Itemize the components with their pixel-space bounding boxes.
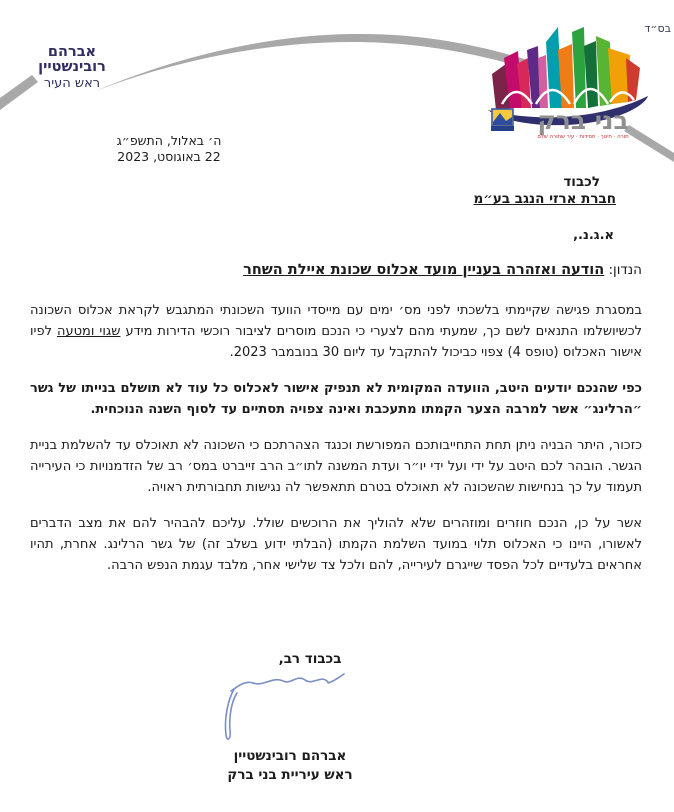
bsd-inscription: בס״ד [644,22,671,35]
hebrew-date: ה׳ באלול, התשפ״ג [116,133,222,148]
signature-scrawl [200,668,350,753]
logo-city-name: בני ברק [537,106,629,135]
paragraph-1-continuation: לפיו אישור האכלוס (טופס 4) צפוי כביכול להתקבל עד ליום 30 בנובמבר 2023. [30,324,642,360]
mayor-role: ראש העיר [43,76,101,91]
valediction: בכבוד רב, [278,651,342,667]
signer-title: ראש עיריית בני ברק [227,767,353,783]
letter-body [30,174,642,591]
paragraph-1 [30,300,642,363]
city-emblem [491,109,514,131]
mayor-first-name: אברהם [47,44,97,60]
paragraph-4: אשר על כן, הנכם חוזרים ומוזהרים שלא להוליך את הרוכשים שולל. עליכם להבהיר להם את מצב הדברים לאשורו, היינו כי האכלוס תלוי במועד השלמת הקמתו (הבלתי ידוע בשלב זה) של גשר הרלינג. אחרת, תהיו אחראים בלעדיים לכל הפסד שייגרם לעירייה, להם ולכל צד שלישי אחר, מלבד עגמת הנפש הרבה. [30,516,642,573]
date-block [104,133,234,165]
subject-label: הנדון: [604,262,642,278]
paragraph-1-text: במסגרת פגישה שקיימתי בלשכתי לפני מס׳ ימים עם מייסדי הוועד השכונתי המתגבש לקראת אכלוס השכונה לכשיושלמו התנאים לשם כך, שמעתי מהם לצערי כי הנכם מוסרים לציבור רוכשי הדירות מידע [30,303,642,339]
recipient-company-name: חברת ארזי הנגב בע״מ [473,191,616,207]
logo-tagline: תורה · חינוך · חסידות · עיר שתורה שלם [537,134,629,140]
salutation: א.ג.נ., [573,228,614,243]
mayor-last-name: רובינשטיין [38,59,106,75]
recipient-to-label: לכבוד [563,174,600,190]
paragraph-2: כפי שהנכם יודעים היטב, הוועדה המקומית לא תנפיק אישור לאכלוס כל עוד לא תושלם בנייתו של גשר ״הרלינג״ אשר למרבה הצער הקמתו מתעכבת ואינה צפויה תסתיים עד לסוף השנה הנוכחית. [30,381,642,417]
subject-title: הודעה ואזהרה בעניין מועד אכלוס שכונת איילת השחר [243,262,605,278]
recipient-block [30,174,616,208]
subject-line [30,260,642,281]
bnei-brak-city-logo [486,24,652,142]
paragraph-3: כזכור, היתר הבניה ניתן תחת התחייבותכם המפורשת וכנגד הצהרתכם כי השכונה לא תאוכלס עד להשלמת בניית הגשר. הובהר לכם היטב על ידי ועל ידי יו״ר ועדת המשנה לתו״ב הרב זייברט במס׳ רב של הזדמנויות כי העירייה תעמוד על כך בנחישות שהשכונה לא תאוכלס בטרם תתאפשר לה נגישות תחבורתית ראויה. [30,438,642,495]
signer-block [195,747,385,785]
civil-date: 22 באוגוסט, 2023 [117,149,221,164]
signer-name: אברהם רובינשטיין [233,748,347,764]
mayor-letterhead-block [28,45,116,91]
paragraph-1-emphasis: שגוי ומטעה [56,324,121,339]
